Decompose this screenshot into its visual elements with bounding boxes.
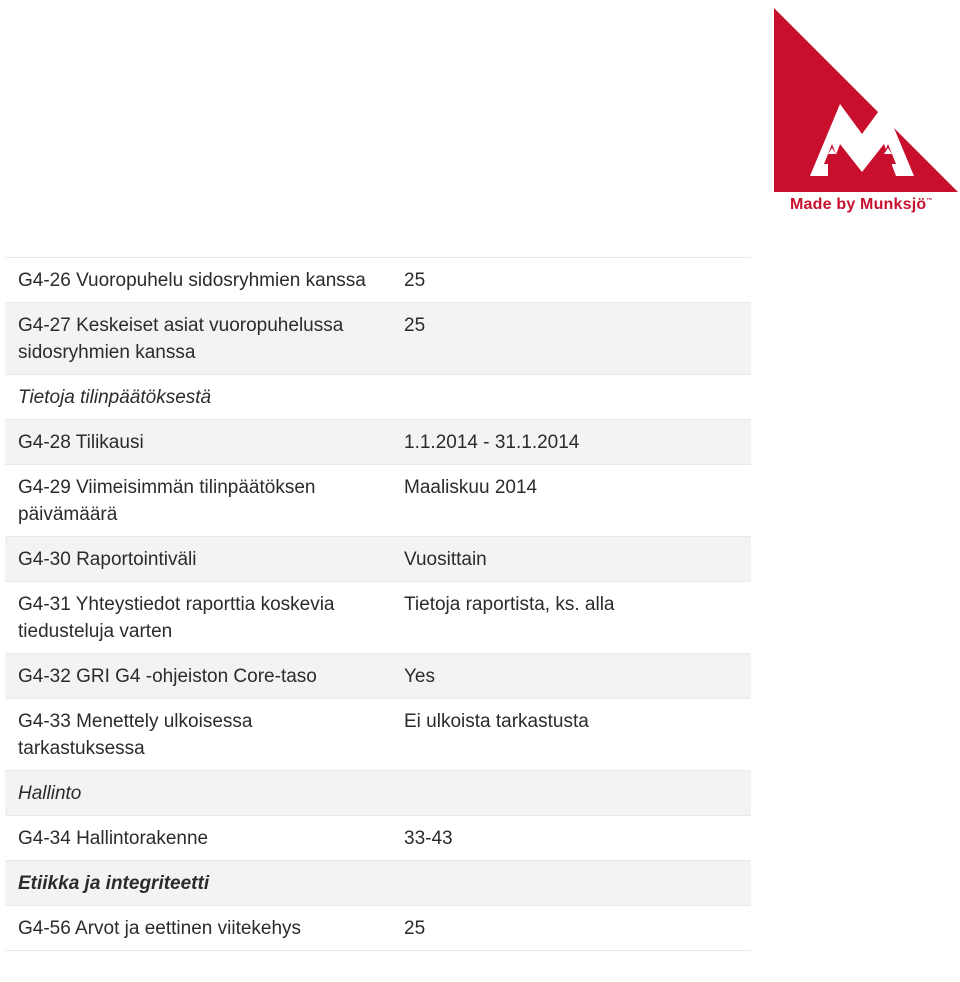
section-heading: Hallinto <box>5 771 391 816</box>
row-value <box>391 375 751 420</box>
section-heading: Tietoja tilinpäätöksestä <box>5 375 391 420</box>
table-row <box>5 816 751 861</box>
row-label: G4-30 Raportointiväli <box>5 537 391 582</box>
table-row <box>5 465 751 537</box>
table-row <box>5 699 751 771</box>
row-value: 25 <box>391 906 751 951</box>
table-row <box>5 582 751 654</box>
row-value: Tietoja raportista, ks. alla <box>391 582 751 654</box>
row-label: G4-26 Vuoropuhelu sidosryhmien kanssa <box>5 258 391 303</box>
row-label: G4-32 GRI G4 -ohjeiston Core-taso <box>5 654 391 699</box>
row-label: G4-28 Tilikausi <box>5 420 391 465</box>
table-row <box>5 654 751 699</box>
section-row <box>5 771 751 816</box>
row-value: 25 <box>391 303 751 375</box>
row-value <box>391 861 751 906</box>
munksjo-m-mark-icon <box>770 4 960 194</box>
row-label: G4-27 Keskeiset asiat vuoropuhelussa sidosryhmien kanssa <box>5 303 391 375</box>
table-row <box>5 420 751 465</box>
section-row <box>5 375 751 420</box>
row-value: 1.1.2014 - 31.1.2014 <box>391 420 751 465</box>
row-value: Maaliskuu 2014 <box>391 465 751 537</box>
gri-index-table <box>5 257 751 951</box>
logo-wordmark: Made by Munksjö™ <box>790 196 933 213</box>
section-row <box>5 861 751 906</box>
row-label: G4-56 Arvot ja eettinen viitekehys <box>5 906 391 951</box>
row-label: G4-29 Viimeisimmän tilinpäätöksen päivämäärä <box>5 465 391 537</box>
row-label: G4-33 Menettely ulkoisessa tarkastuksessa <box>5 699 391 771</box>
munksjo-logo <box>770 4 960 224</box>
table-row <box>5 906 751 951</box>
table-row <box>5 258 751 303</box>
row-value: 25 <box>391 258 751 303</box>
table-row <box>5 303 751 375</box>
row-value: Ei ulkoista tarkastusta <box>391 699 751 771</box>
row-value: 33-43 <box>391 816 751 861</box>
row-label: G4-31 Yhteystiedot raporttia koskevia tiedusteluja varten <box>5 582 391 654</box>
row-value: Yes <box>391 654 751 699</box>
row-value: Vuosittain <box>391 537 751 582</box>
table-row <box>5 537 751 582</box>
row-label: G4-34 Hallintorakenne <box>5 816 391 861</box>
section-heading: Etiikka ja integriteetti <box>5 861 391 906</box>
row-value <box>391 771 751 816</box>
